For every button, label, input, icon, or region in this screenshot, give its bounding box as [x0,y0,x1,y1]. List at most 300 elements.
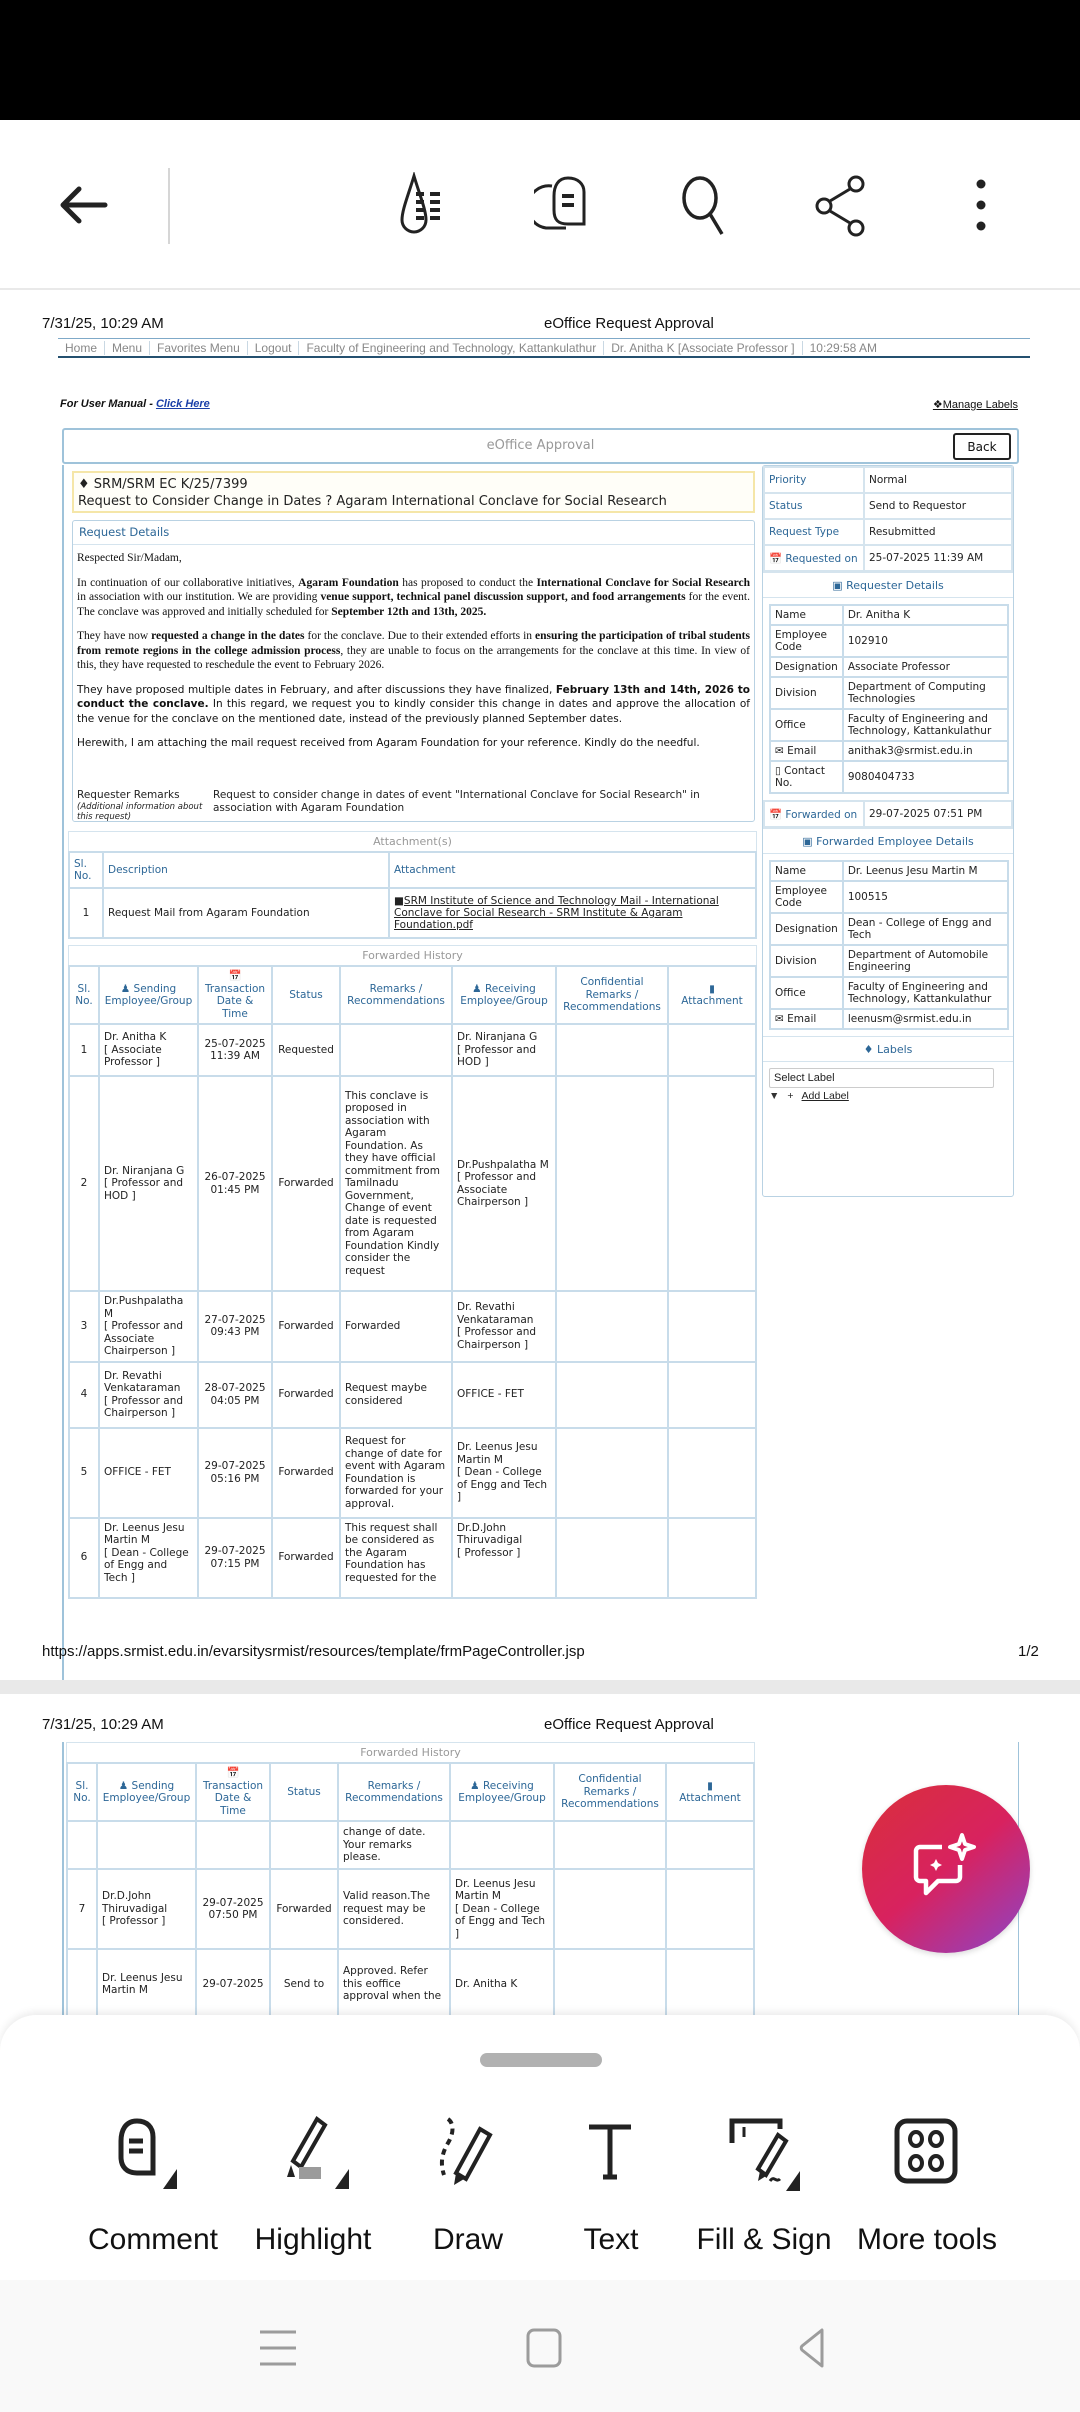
forwarded-on-value: 29-07-2025 07:51 PM [864,801,1012,827]
text-run: They have now [77,630,152,642]
history-sl: 3 [69,1291,99,1362]
history-sl: 1 [69,1024,99,1076]
calendar-icon: 📅 [228,970,242,982]
history-sending: Dr. Leenus Jesu Martin M [97,1949,196,2019]
detail-label-text: Contact No. [775,765,825,789]
history-confidential [554,1949,666,2019]
detail-label-text: Name [775,865,806,877]
back-arrow-icon[interactable] [48,170,118,240]
detail-label [770,977,843,1009]
detail-value: Department of Automobile Engineering [843,945,1008,977]
table-row [67,1949,754,2019]
reference-number: SRM/SRM EC K/25/7399 [93,477,248,492]
requester-details-title: Requester Details [846,579,944,592]
detail-row [770,913,1008,945]
salutation: Respected Sir/Madam, [77,552,182,564]
detail-label-text: Employee Code [775,885,828,909]
id-card-icon: ▣ [802,835,813,848]
history-status: Forwarded [272,1518,340,1598]
requester-remarks-label [77,789,213,822]
col-sending [99,966,198,1024]
tool-comment-label: Comment [87,2223,219,2256]
history-status: Forwarded [272,1428,340,1518]
detail-row [770,761,1008,793]
request-type-value: Resubmitted [864,519,1012,545]
back-icon[interactable] [790,2328,830,2368]
share-icon[interactable] [808,170,878,240]
history-confidential [554,1869,666,1949]
history-date: 29-07-2025 05:16 PM [198,1428,272,1518]
envelope-icon: ✉ [775,1013,788,1025]
ai-assistant-sparkle-chat-icon [906,1829,986,1909]
col-attachment-label: Attachment [679,1792,741,1804]
detail-row [770,677,1008,709]
manage-labels-link[interactable] [933,398,1018,411]
calendar-icon: 📅 [769,552,783,565]
calendar-icon: 📅 [226,1767,240,1779]
table-row [69,888,756,938]
history-receiving: Dr.Pushpalatha M [ Professor and Associate Chairperson ] [452,1076,556,1291]
col-confidential: Confidential Remarks / Recommendations [556,966,668,1024]
history-confidential [556,1428,668,1518]
col-sending-label: Sending Employee/Group [104,982,193,1007]
history-sending [97,1821,196,1869]
detail-row [770,861,1008,881]
subject-box [72,471,755,513]
forwarded-details-header [763,828,1013,854]
tool-highlight-label: Highlight [254,2223,372,2256]
col-attachment: Attachment [389,852,756,888]
detail-label [770,1009,843,1029]
request-details-header: Request Details [73,521,754,545]
detail-row [770,741,1008,761]
app-toolbar [0,120,1080,288]
history-attachment [666,1821,754,1869]
bold-run: requested a change in the dates [151,630,305,642]
paragraph-3 [77,683,750,727]
detail-label-text: Office [775,719,806,731]
text-run: has proposed to conduct the [398,576,537,589]
toolbar-divider [168,168,170,244]
user-icon: ♟ [472,982,482,995]
more-tools-icon [887,2115,967,2195]
history-title: Forwarded History [66,1742,755,1762]
home-icon[interactable] [524,2328,564,2368]
history-confidential [556,1024,668,1076]
history-attachment [668,1518,756,1598]
text-run: , they are unable to focus on the arrangements for the conclave at this time. In view of this, they have requested to reschedule the event to February 2026. [77,644,750,671]
history-date: 25-07-2025 11:39 AM [198,1024,272,1076]
table-row [67,1821,754,1869]
tool-more-tools-label: More tools [856,2223,998,2256]
att-description: Request Mail from Agaram Foundation [103,888,389,938]
detail-label-text: Email [787,1013,817,1025]
text-run: in association with our institution. We are providing [77,591,321,603]
search-icon[interactable] [670,170,740,240]
nav-logout[interactable]: Logout [248,341,300,355]
print-doc-title: eOffice Request Approval [544,315,714,332]
history-confidential [556,1076,668,1291]
user-manual-line [60,398,210,410]
history-attachment [668,1291,756,1362]
status-label: Status [764,493,864,519]
detail-row [770,657,1008,677]
history-sl: 6 [69,1518,99,1598]
detail-value: Associate Professor [843,657,1008,677]
column-border [62,1742,64,2024]
col-sending-label: Sending Employee/Group [102,1779,191,1804]
bold-run: International Conclave for Social Research [536,576,751,589]
bottom-tools-sheet [0,2015,1080,2280]
print-url: https://apps.srmist.edu.in/evarsitysrmist/resources/template/frmPageController.jsp [42,1643,585,1660]
forwarded-on-label [764,801,864,827]
history-status [270,1821,338,1869]
detail-value: anithak3@srmist.edu.in [843,741,1008,761]
table-row [69,1291,756,1362]
forwarded-history-table [68,965,757,1599]
detail-value: Faculty of Engineering and Technology, Kattankulathur [843,709,1008,741]
print-timestamp: 7/31/25, 10:29 AM [42,1716,164,1733]
history-remarks: Request for change of date for event with Agaram Foundation is forwarded for your approval. [340,1428,452,1518]
col-receiving-label: Receiving Employee/Group [458,1779,546,1804]
text-run: In this regard, we request you to kindly consider this change in dates and approve the allocation of the venue for the conclave on the mentioned date, instead of the previously planned September dates. [77,698,750,725]
request-summary-panel [762,465,1014,1197]
history-date: 27-07-2025 09:43 PM [198,1291,272,1362]
col-receiving [450,1763,554,1821]
detail-label [770,741,843,761]
history-receiving [450,1821,554,1869]
col-status: Status [270,1763,338,1821]
nav-home[interactable]: Home [58,341,105,355]
tool-fill-sign[interactable] [679,2115,849,2265]
history-sending: Dr.Pushpalatha M [ Professor and Associate Chairperson ] [99,1291,198,1362]
history-remarks: Forwarded [340,1291,452,1362]
detail-label-text: Designation [775,661,838,673]
requester-remarks [77,789,747,822]
history-sl: 5 [69,1428,99,1518]
detail-label [770,945,843,977]
history-sl: 7 [67,1869,97,1949]
table-row [69,1024,756,1076]
nav-user: Dr. Anitha K [Associate Professor ] [604,341,802,355]
envelope-icon: ✉ [775,745,788,757]
detail-label [770,677,843,709]
top-nav [58,338,1030,358]
priority-label: Priority [764,467,864,493]
tool-comment[interactable] [68,2115,238,2265]
draw-icon [428,2115,508,2195]
col-description: Description [103,852,389,888]
history-title: Forwarded History [68,945,757,965]
history-confidential [556,1518,668,1598]
request-body [73,545,754,767]
history-attachment [666,1949,754,2019]
add-label-row [769,1090,1013,1102]
history-receiving: Dr. Anitha K [450,1949,554,2019]
pdf-page-1 [0,290,1080,1680]
text-icon [571,2115,651,2195]
paragraph-2 [77,629,750,673]
remarks-hint: (Additional information about this request) [77,802,203,822]
system-navigation-bar [0,2280,1080,2412]
history-attachment [666,1869,754,1949]
bold-run: ensuring the participation of tribal students from remote regions in the college admission process [77,630,750,657]
ai-assistant-button[interactable] [862,1785,1030,1953]
paragraph-1 [77,576,750,620]
summary-table [763,466,1013,572]
comment-icon [113,2115,193,2195]
back-button[interactable]: Back [953,433,1011,460]
detail-label-text: Division [775,955,817,967]
history-sl [67,1949,97,2019]
detail-label [770,709,843,741]
nav-time: 10:29:58 AM [809,340,878,355]
history-remarks: change of date. Your remarks please. [338,1821,450,1869]
detail-value: 100515 [843,881,1008,913]
detail-row [770,977,1008,1009]
col-confidential: Confidential Remarks / Recommendations [554,1763,666,1821]
col-attachment-label: Attachment [681,995,743,1007]
history-date: 29-07-2025 07:50 PM [196,1869,270,1949]
priority-value: Normal [864,467,1012,493]
col-sl-no: Sl. No. [69,852,103,888]
forwarded-details-table [769,860,1009,1030]
history-sending: Dr. Anitha K [ Associate Professor ] [99,1024,198,1076]
caret-down-icon[interactable]: ▼ [769,1090,780,1102]
plus-icon: + [787,1090,794,1102]
detail-value: Dr. Leenus Jesu Martin M [843,861,1008,881]
liquid-mode-icon[interactable] [392,170,462,240]
table-row [69,1518,756,1598]
add-label-link[interactable]: Add Label [801,1090,849,1102]
history-date: 28-07-2025 04:05 PM [198,1362,272,1428]
bold-run: Agaram Foundation [298,576,399,589]
forwarded-on-table [763,800,1013,828]
recent-apps-icon[interactable] [258,2328,298,2368]
history-receiving: Dr.D.John Thiruvadigal [ Professor ] [452,1518,556,1598]
col-sl-no: Sl. No. [69,966,99,1024]
id-card-icon: ▣ [832,579,843,592]
approval-header [62,428,1019,464]
history-receiving: Dr. Revathi Venkataraman [ Professor and Chairperson ] [452,1291,556,1362]
request-details-panel [72,520,755,822]
history-sending: Dr.D.John Thiruvadigal [ Professor ] [97,1869,196,1949]
detail-value: leenusm@srmist.edu.in [843,1009,1008,1029]
tag-icon: ♦ [863,1043,874,1056]
phone-icon: ▯ [775,765,785,777]
detail-label [770,861,843,881]
history-attachment [668,1076,756,1291]
select-label-dropdown[interactable]: Select Label [769,1068,994,1088]
history-status: Requested [272,1024,340,1076]
text-run: They have proposed multiple dates in February, and after discussions they have finalized, [77,683,556,696]
file-icon: ■ [394,895,404,907]
col-sl-no: Sl. No. [67,1763,97,1821]
tag-icon: ♦ [78,477,90,492]
table-row [69,1362,756,1428]
col-attachment [666,1763,754,1821]
attachments-section [68,831,757,1599]
history-status: Send to [270,1949,338,2019]
user-icon: ♟ [120,982,131,995]
col-date-label: Transaction Date & Time [202,1779,264,1817]
history-remarks: This conclave is proposed in association with Agaram Foundation. As they have official commitment from Tamilnadu Government, Change of event date is requested from Agaram Foundation Kindly consider the request [340,1076,452,1291]
history-date: 29-07-2025 07:15 PM [198,1518,272,1598]
history-status: Forwarded [270,1869,338,1949]
history-sending: Dr. Revathi Venkataraman [ Professor and Chairperson ] [99,1362,198,1428]
detail-value: 9080404733 [843,761,1008,793]
tool-text[interactable] [526,2115,696,2265]
calendar-icon: 📅 [769,808,783,821]
history-remarks: Approved. Refer this eoffice approval when the [338,1949,450,2019]
table-row [69,1076,756,1291]
col-receiving-label: Receiving Employee/Group [460,982,548,1007]
detail-row [770,605,1008,625]
tool-fill-sign-label: Fill & Sign [696,2223,832,2256]
history-receiving: OFFICE - FET [452,1362,556,1428]
history-receiving: Dr. Niranjana G [ Professor and HOD ] [452,1024,556,1076]
detail-label-text: Division [775,687,817,699]
col-date [198,966,272,1024]
print-doc-title: eOffice Request Approval [544,1716,714,1733]
user-icon: ♟ [470,1779,480,1792]
detail-row [770,625,1008,657]
col-remarks: Remarks / Recommendations [338,1763,450,1821]
history-status: Forwarded [272,1362,340,1428]
detail-label-text: Email [787,745,817,757]
attachments-table [68,851,757,939]
history-remarks: This request shall be considered as the Agaram Foundation has requested for the [340,1518,452,1598]
manage-labels-text: Manage Labels [942,399,1018,411]
fill-sign-icon [724,2115,804,2195]
history-remarks: Valid reason.The request may be considered. [338,1869,450,1949]
request-main-column [62,465,757,1680]
detail-label [770,913,843,945]
request-subject: Request to Consider Change in Dates ? Agaram International Conclave for Social Research [78,494,667,509]
approval-title: eOffice Approval [486,438,595,453]
comments-icon[interactable] [532,170,602,240]
history-receiving: Dr. Leenus Jesu Martin M [ Dean - College of Engg and Tech ] [450,1869,554,1949]
tool-text-label: Text [583,2223,639,2256]
col-remarks: Remarks / Recommendations [340,966,452,1024]
history-sending: Dr. Leenus Jesu Martin M [ Dean - College of Engg and Tech ] [99,1518,198,1598]
att-file-cell [389,888,756,938]
forwarded-history-table-continued [66,1762,755,2020]
history-sl: 2 [69,1076,99,1291]
status-bar [0,0,1080,120]
detail-row [770,881,1008,913]
nav-faculty: Faculty of Engineering and Technology, Kattankulathur [299,341,604,355]
detail-label-text: Office [775,987,806,999]
document-icon: ▮ [707,1779,713,1792]
history-attachment [668,1024,756,1076]
nav-favorites-menu[interactable]: Favorites Menu [150,341,248,355]
user-icon: ♟ [118,1779,129,1792]
history-status: Forwarded [272,1291,340,1362]
history-attachment [668,1362,756,1428]
bold-run: February 13th and 14th, 2026 to conduct the conclave. [77,683,750,710]
forwarded-on-text: Forwarded on [785,808,858,821]
text-run: for the event. The conclave was approved and initially scheduled for [77,591,750,618]
print-timestamp: 7/31/25, 10:29 AM [42,315,164,332]
detail-label [770,605,843,625]
tool-more-tools[interactable] [842,2115,1012,2265]
detail-row [770,1009,1008,1029]
history-continued [66,1742,755,2020]
remarks-label-text: Requester Remarks [77,789,180,801]
history-sending: Dr. Niranjana G [ Professor and HOD ] [99,1076,198,1291]
text-run: In continuation of our collaborative initiatives, [77,576,299,589]
status-value: Send to Requestor [864,493,1012,519]
requested-on-value: 25-07-2025 11:39 AM [864,545,1012,571]
page-indicator: 1/2 [1018,1643,1039,1660]
click-here-link[interactable]: Click Here [155,398,210,410]
history-remarks: Request maybe considered [340,1362,452,1428]
history-confidential [556,1291,668,1362]
detail-label-text: Designation [775,923,838,935]
requested-on-text: Requested on [785,552,858,565]
history-remarks [340,1024,452,1076]
history-status: Forwarded [272,1076,340,1291]
attachment-link[interactable]: SRM Institute of Science and Technology Mail - International Conclave for Social Research - SRM Institute & Agaram Foundation.pdf [394,895,719,931]
tool-draw-label: Draw [432,2223,503,2256]
forwarded-details-title: Forwarded Employee Details [816,835,974,848]
sheet-drag-handle[interactable] [480,2053,602,2067]
history-confidential [556,1362,668,1428]
attachments-title: Attachment(s) [68,831,757,851]
history-sl: 4 [69,1362,99,1428]
document-icon: ▮ [709,982,715,995]
history-receiving: Dr. Leenus Jesu Martin M [ Dean - College of Engg and Tech ] [452,1428,556,1518]
col-receiving [452,966,556,1024]
paragraph-4: Herewith, I am attaching the mail request received from Agaram Foundation for your reference. Kindly do the needful. [77,737,700,749]
col-date [196,1763,270,1821]
detail-label [770,881,843,913]
detail-value: Dean - College of Engg and Tech [843,913,1008,945]
requested-on-label [764,545,864,571]
detail-label-text: Name [775,609,806,621]
history-date: 26-07-2025 01:45 PM [198,1076,272,1291]
highlight-icon [273,2115,353,2195]
col-status: Status [272,966,340,1024]
bold-run: venue support, technical panel discussion support, and food arrangements [320,591,686,603]
detail-value: 102910 [843,625,1008,657]
history-sl [67,1821,97,1869]
request-type-label: Request Type [764,519,864,545]
bold-run: September 12th and 13th, 2025. [331,605,487,618]
col-sending [97,1763,196,1821]
manual-prefix: For User Manual - [60,398,156,410]
more-vertical-icon[interactable] [946,170,1016,240]
detail-label [770,625,843,657]
labels-title: Labels [876,1043,913,1056]
nav-menu[interactable]: Menu [105,341,150,355]
table-row [69,1428,756,1518]
detail-row [770,709,1008,741]
labels-header [763,1036,1013,1062]
detail-value: Department of Computing Technologies [843,677,1008,709]
col-attachment [668,966,756,1024]
detail-label [770,657,843,677]
detail-value: Faculty of Engineering and Technology, Kattankulathur [843,977,1008,1009]
history-date: 29-07-2025 [196,1949,270,2019]
history-sending: OFFICE - FET [99,1428,198,1518]
tag-icon: ❖ [932,399,943,411]
col-date-label: Transaction Date & Time [204,982,266,1020]
tool-highlight[interactable] [228,2115,398,2265]
requester-details-header [763,572,1013,598]
detail-row [770,945,1008,977]
